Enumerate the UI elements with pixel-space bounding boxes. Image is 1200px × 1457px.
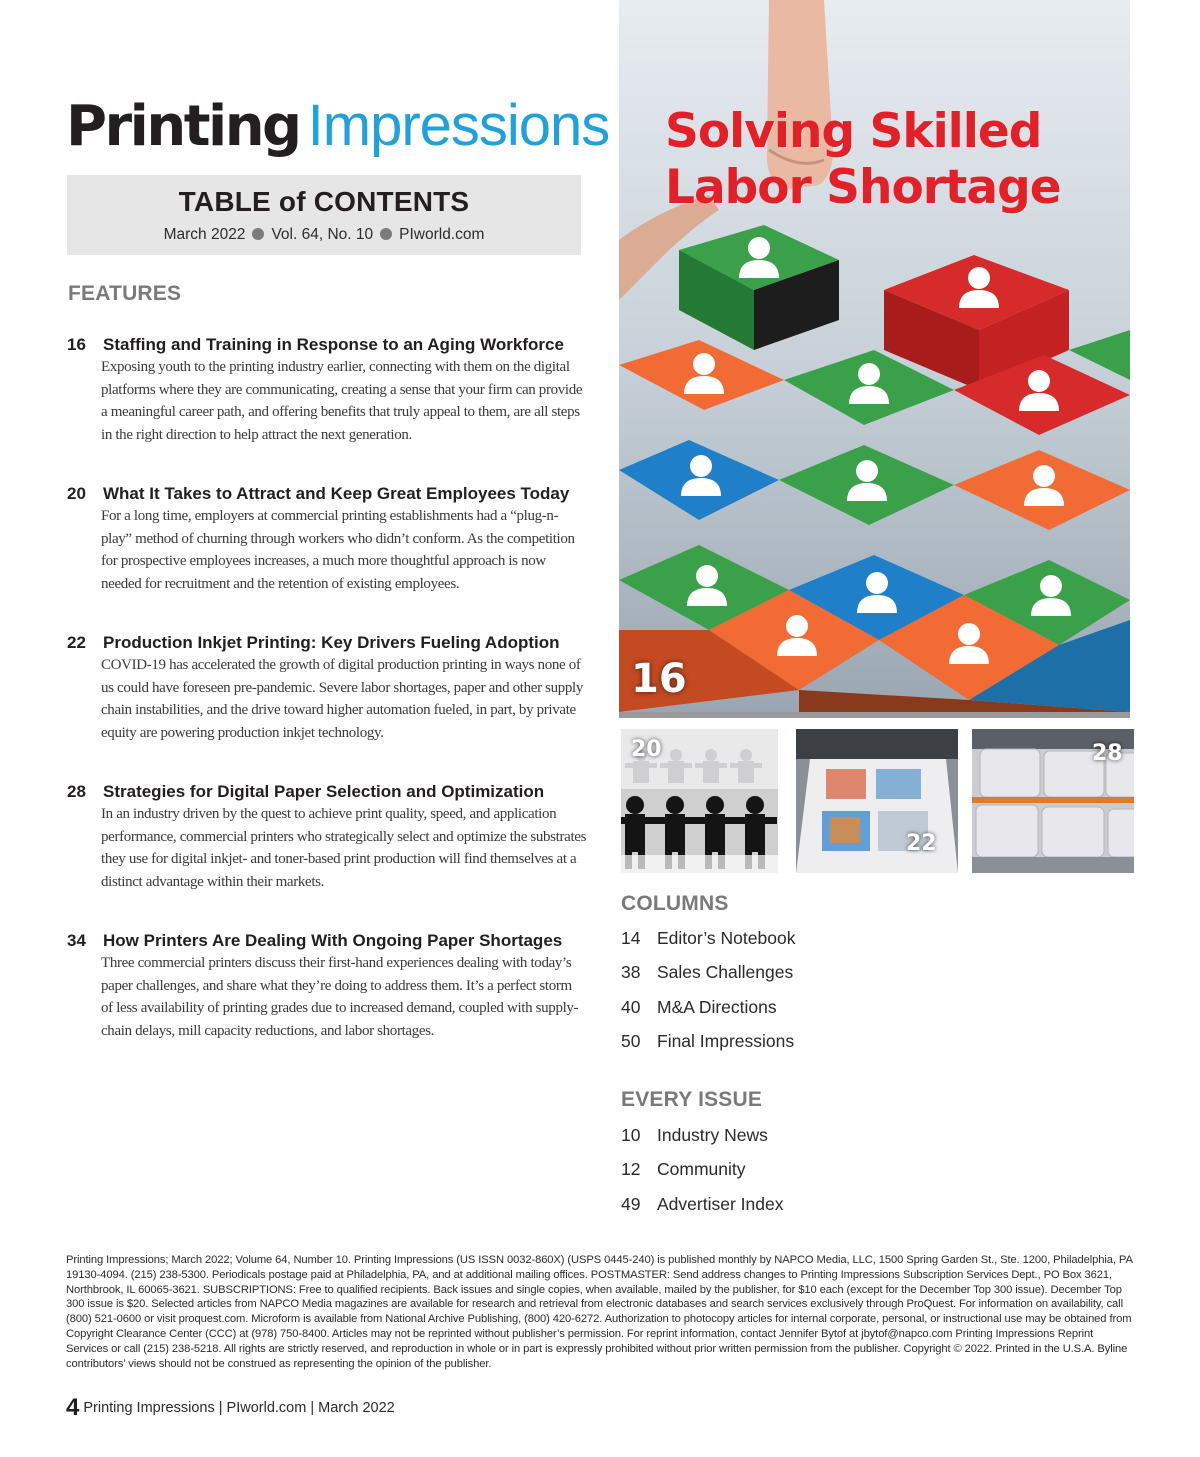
- list-item[interactable]: [621, 1031, 795, 1065]
- feature-title[interactable]: How Printers Are Dealing With Ongoing Paper Shortages: [103, 931, 563, 950]
- list-page-number: 38: [621, 962, 641, 983]
- feature-title[interactable]: Production Inkjet Printing: Key Drivers Fueling Adoption: [103, 633, 560, 652]
- list-page-number: 49: [621, 1193, 641, 1214]
- thumbnail-page-number: 20: [631, 737, 662, 762]
- issue-site: PIworld.com: [399, 226, 485, 243]
- cover-headline-line1: Solving Skilled: [665, 104, 1042, 159]
- list-page-number: 12: [621, 1159, 641, 1180]
- list-label: Final Impressions: [657, 1030, 795, 1051]
- feature-page-number: 22: [67, 633, 86, 652]
- cover-divider: [619, 712, 1130, 718]
- cover-page-number: 16: [631, 656, 687, 702]
- feature-item[interactable]: [67, 484, 587, 604]
- logo-impressions: Impressions: [307, 93, 610, 158]
- feature-description: For a long time, employers at commercial printing establishments had a “plug-n-play” method of churning through workers who didn’t conform. As the competition for prospective employees increases, a much more thoughtful approach is now needed for recruitment and the retention of existing employees.: [101, 508, 575, 592]
- feature-page-number: 34: [67, 931, 86, 950]
- feature-item[interactable]: [67, 633, 587, 753]
- thumbnail-paper-dolls[interactable]: [621, 729, 778, 873]
- cover-headline-line2: Labor Shortage: [665, 160, 1061, 215]
- list-item[interactable]: [621, 928, 795, 962]
- feature-description: In an industry driven by the quest to achieve print quality, speed, and application performance, commercial printers who strategically select and optimize the substrates they use for digital inkjet- and toner-based print production will find themselves at a distinct advantage within their markets.: [101, 806, 587, 890]
- list-label: M&A Directions: [657, 996, 777, 1017]
- masthead-logo: [66, 92, 609, 172]
- list-item[interactable]: [621, 962, 795, 996]
- publication-indicia: Printing Impressions; March 2022; Volume 64, Number 10. Printing Impressions (US ISSN 0032-860X) (USPS 0445-240) is published monthly by NAPCO Media, LLC, 1500 Spring Garden St., Ste. 1200, Philadelphia, PA 19130-4094. (215) 238-5300. Periodicals postage paid at Philadelphia, PA, and at additional mailing offices. POSTMASTER: Send address changes to Printing Impressions Subscription Services Dept., PO Box 3621, Northbrook, IL 60065-3621. SUBSCRIPTIONS: Free to qualified recipients. Back issues and single copies, when available, mailed by the publisher, for $10 each (except for the December Top 300 issue). December Top 300 issue is $20. Selected articles from NAPCO Media magazines are available for research and retrieval from electronic databases and search services exclusively through ProQuest. For information on availability, call (800) 521-0600 or visit proquest.com. Microform is available from National Archive Publishing, (800) 420-6272. Authorization to photocopy articles for internal corporate, personal, or instructional use may be obtained from Copyright Clearance Center (CCC) at (978) 750-8400. Articles may not be reprinted without publisher’s permission. For reprint information, contact Jennifer Bytof at jbytof@napco.com Printing Impressions Reprint Services or call (215) 238-5218. All rights are strictly reserved, and reproduction in whole or in part is expressly prohibited without prior written permission from the publisher. Copyright © 2022. Printed in the U.S.A. Byline contributors’ views should not be construed as representing the opinion of the publisher.: [66, 1254, 1133, 1370]
- issue-date: March 2022: [163, 226, 246, 243]
- feature-title[interactable]: Staffing and Training in Response to an Aging Workforce: [103, 335, 564, 354]
- list-page-number: 14: [621, 928, 641, 948]
- feature-page-number: 20: [67, 484, 86, 503]
- list-page-number: 50: [621, 1030, 641, 1051]
- bullet-dot-icon: [380, 228, 392, 240]
- list-item[interactable]: [621, 1125, 783, 1159]
- every-issue-heading: EVERY ISSUE: [621, 1088, 763, 1111]
- folio-text: Printing Impressions | PIworld.com | March 2022: [83, 1400, 395, 1416]
- cover-image[interactable]: [619, 0, 1130, 712]
- thumbnail-page-number: 28: [1092, 741, 1123, 766]
- bullet-dot-icon: [252, 228, 264, 240]
- list-item[interactable]: [621, 997, 795, 1031]
- logo-printing: Printing: [66, 94, 300, 159]
- folio-page-number: 4: [66, 1394, 80, 1421]
- list-page-number: 10: [621, 1125, 641, 1145]
- features-heading: FEATURES: [68, 282, 182, 305]
- list-label: Industry News: [657, 1125, 768, 1145]
- feature-description: COVID-19 has accelerated the growth of digital production printing in ways none of us could have foreseen pre-pandemic. Severe labor shortages, paper and other supply chain instabilities, and the drive toward higher automation fueled, in part, by private equity are powering production inkjet technology.: [101, 657, 584, 741]
- every-issue-list: [621, 1125, 783, 1228]
- list-page-number: 40: [621, 996, 641, 1017]
- feature-item[interactable]: [67, 335, 587, 455]
- feature-item[interactable]: [67, 931, 587, 1051]
- list-label: Sales Challenges: [657, 962, 794, 983]
- thumbnail-printed-sheets[interactable]: [796, 729, 958, 873]
- feature-title[interactable]: Strategies for Digital Paper Selection and Optimization: [103, 782, 545, 801]
- thumbnail-page-number: 22: [906, 831, 937, 856]
- feature-description: Three commercial printers discuss their first-hand experiences dealing with today’s paper challenges, and share what they’re doing to address them. It’s a perfect storm of less availability of printing grades due to increased demand, coupled with supply-chain delays, mill capacity reductions, and labor shortages.: [101, 955, 579, 1039]
- issue-volume: Vol. 64, No. 10: [271, 226, 374, 243]
- toc-title: TABLE of CONTENTS: [178, 186, 470, 217]
- issue-meta: [67, 226, 581, 244]
- thumbnail-paper-rolls[interactable]: [972, 729, 1134, 873]
- feature-page-number: 28: [67, 782, 86, 801]
- list-item[interactable]: [621, 1159, 783, 1193]
- list-item[interactable]: [621, 1194, 783, 1228]
- list-label: Editor’s Notebook: [657, 928, 796, 948]
- columns-list: [621, 928, 795, 1065]
- toc-header-box: [67, 175, 581, 255]
- feature-page-number: 16: [67, 335, 86, 354]
- feature-item[interactable]: [67, 782, 587, 902]
- columns-heading: COLUMNS: [621, 892, 729, 915]
- page-folio: [66, 1394, 395, 1422]
- feature-description: Exposing youth to the printing industry earlier, connecting with them on the digital platforms where they are communicating, creating a sense that your firm can provide a meaningful career path, and offering benefits that truly appeal to them, are all steps in the right direction to help attract the next generation.: [101, 359, 583, 443]
- cover-headline: [665, 104, 1061, 216]
- list-label: Community: [657, 1159, 746, 1180]
- feature-title[interactable]: What It Takes to Attract and Keep Great Employees Today: [103, 484, 570, 503]
- list-label: Advertiser Index: [657, 1193, 784, 1214]
